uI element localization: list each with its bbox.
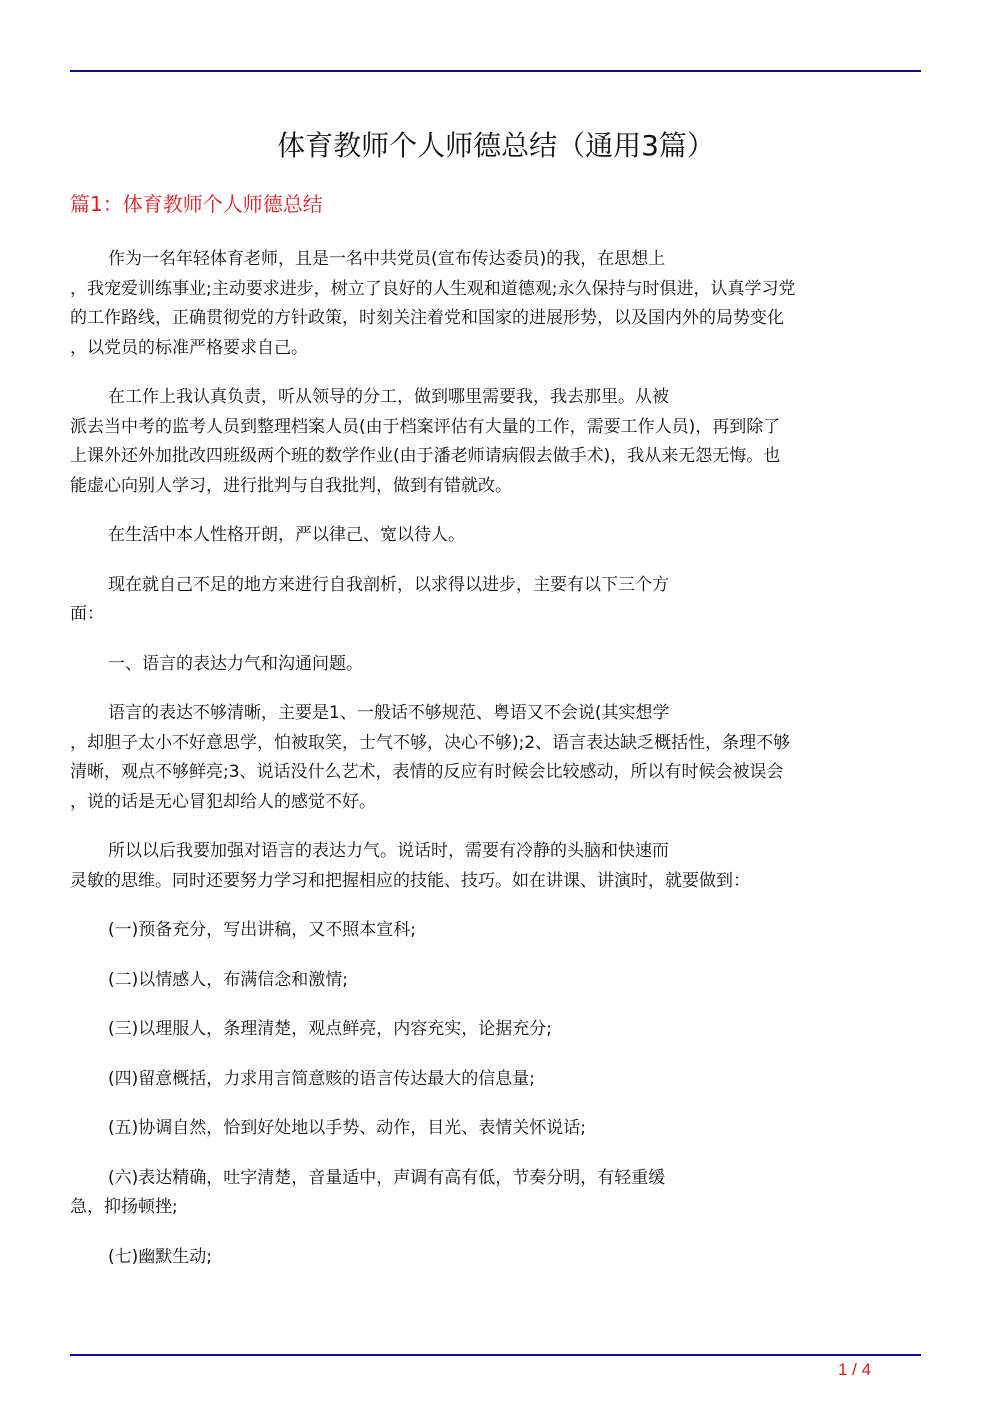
paragraph: [70, 521, 922, 551]
paragraph: [70, 1114, 922, 1144]
paragraph-line: 一、语言的表达力气和沟通问题。: [108, 653, 363, 674]
paragraph-line: ，以党员的标准严格要求自己。: [70, 337, 308, 358]
paragraph: [70, 1243, 922, 1273]
paragraph: [70, 837, 922, 896]
paragraph-line: ，却胆子太小不好意思学，怕被取笑，士气不够，决心不够);2、语言表达缺乏概括性，条理不够: [70, 732, 791, 753]
paragraph-line: 所以以后我要加强对语言的表达力气。说话时，需要有冷静的头脑和快速而: [108, 841, 669, 861]
paragraph-line: (三)以理服人，条理清楚，观点鲜亮，内容充实，论据充分;: [108, 1019, 552, 1039]
paragraph-line: ，我宠爱训练事业;主动要求进步，树立了良好的人生观和道德观;永久保持与时俱进，认真学习党: [70, 278, 796, 299]
footer-rule: [70, 1354, 921, 1356]
paragraph-line: (四)留意概括，力求用言简意赅的语言传达最大的信息量;: [108, 1068, 535, 1089]
paragraph-line: 的工作路线，正确贯彻党的方针政策，时刻关注着党和国家的进展形势，以及国内外的局势变化: [70, 308, 784, 328]
document-title: 体育教师个人师德总结（通用3篇）: [277, 129, 715, 162]
paragraph-line: 语言的表达不够清晰，主要是1、一般话不够规范、粤语又不会说(其实想学: [108, 703, 670, 723]
paragraph-line: (七)幽默生动;: [108, 1246, 212, 1267]
page-number: 1 / 4: [838, 1360, 872, 1379]
document-body: [70, 245, 922, 1292]
paragraph-line: ，说的话是无心冒犯却给人的感觉不好。: [70, 791, 376, 812]
section-heading: 篇1：体育教师个人师德总结: [70, 192, 323, 216]
paragraph: [70, 650, 922, 680]
paragraph-line: 急，抑扬顿挫;: [70, 1197, 178, 1217]
paragraph: [70, 1164, 922, 1223]
paragraph-line: 灵敏的思维。同时还要努力学习和把握相应的技能、技巧。如在讲课、讲演时，就要做到：: [70, 870, 750, 891]
paragraph: [70, 1015, 922, 1045]
header-rule: [70, 70, 921, 72]
paragraph: [70, 966, 922, 996]
paragraph-line: (五)协调自然，恰到好处地以手势、动作，目光、表情关怀说话;: [108, 1118, 586, 1138]
paragraph-line: 上课外还外加批改四班级两个班的数学作业(由于潘老师请病假去做手术)，我从来无怨无悔。也: [70, 446, 781, 466]
paragraph: [70, 916, 922, 946]
paragraph-line: 清晰，观点不够鲜亮;3、说话没什么艺术，表情的反应有时候会比较感动，所以有时候会被误会: [70, 762, 784, 782]
paragraph-line: (六)表达精确，吐字清楚，音量适中，声调有高有低，节奏分明，有轻重缓: [108, 1167, 666, 1188]
paragraph: [70, 571, 922, 630]
paragraph-line: 在生活中本人性格开朗，严以律己、宽以待人。: [108, 525, 465, 545]
paragraph-line: (二)以情感人，布满信念和激情;: [108, 969, 348, 990]
paragraph-line: 在工作上我认真负责，听从领导的分工，做到哪里需要我，我去那里。从被: [108, 387, 669, 407]
paragraph: [70, 383, 922, 501]
paragraph-line: 派去当中考的监考人员到整理档案人员(由于档案评估有大量的工作，需要工作人员)，再到除了: [70, 416, 781, 437]
paragraph-line: 面：: [70, 604, 104, 624]
paragraph-line: (一)预备充分，写出讲稿，又不照本宣科;: [108, 920, 416, 940]
paragraph: [70, 699, 922, 817]
paragraph-line: 能虚心向别人学习，进行批判与自我批判，做到有错就改。: [70, 475, 512, 496]
paragraph: [70, 245, 922, 363]
paragraph-line: 作为一名年轻体育老师，且是一名中共党员(宣布传达委员)的我，在思想上: [108, 249, 666, 269]
paragraph: [70, 1065, 922, 1095]
paragraph-line: 现在就自己不足的地方来进行自我剖析，以求得以进步，主要有以下三个方: [108, 574, 669, 595]
